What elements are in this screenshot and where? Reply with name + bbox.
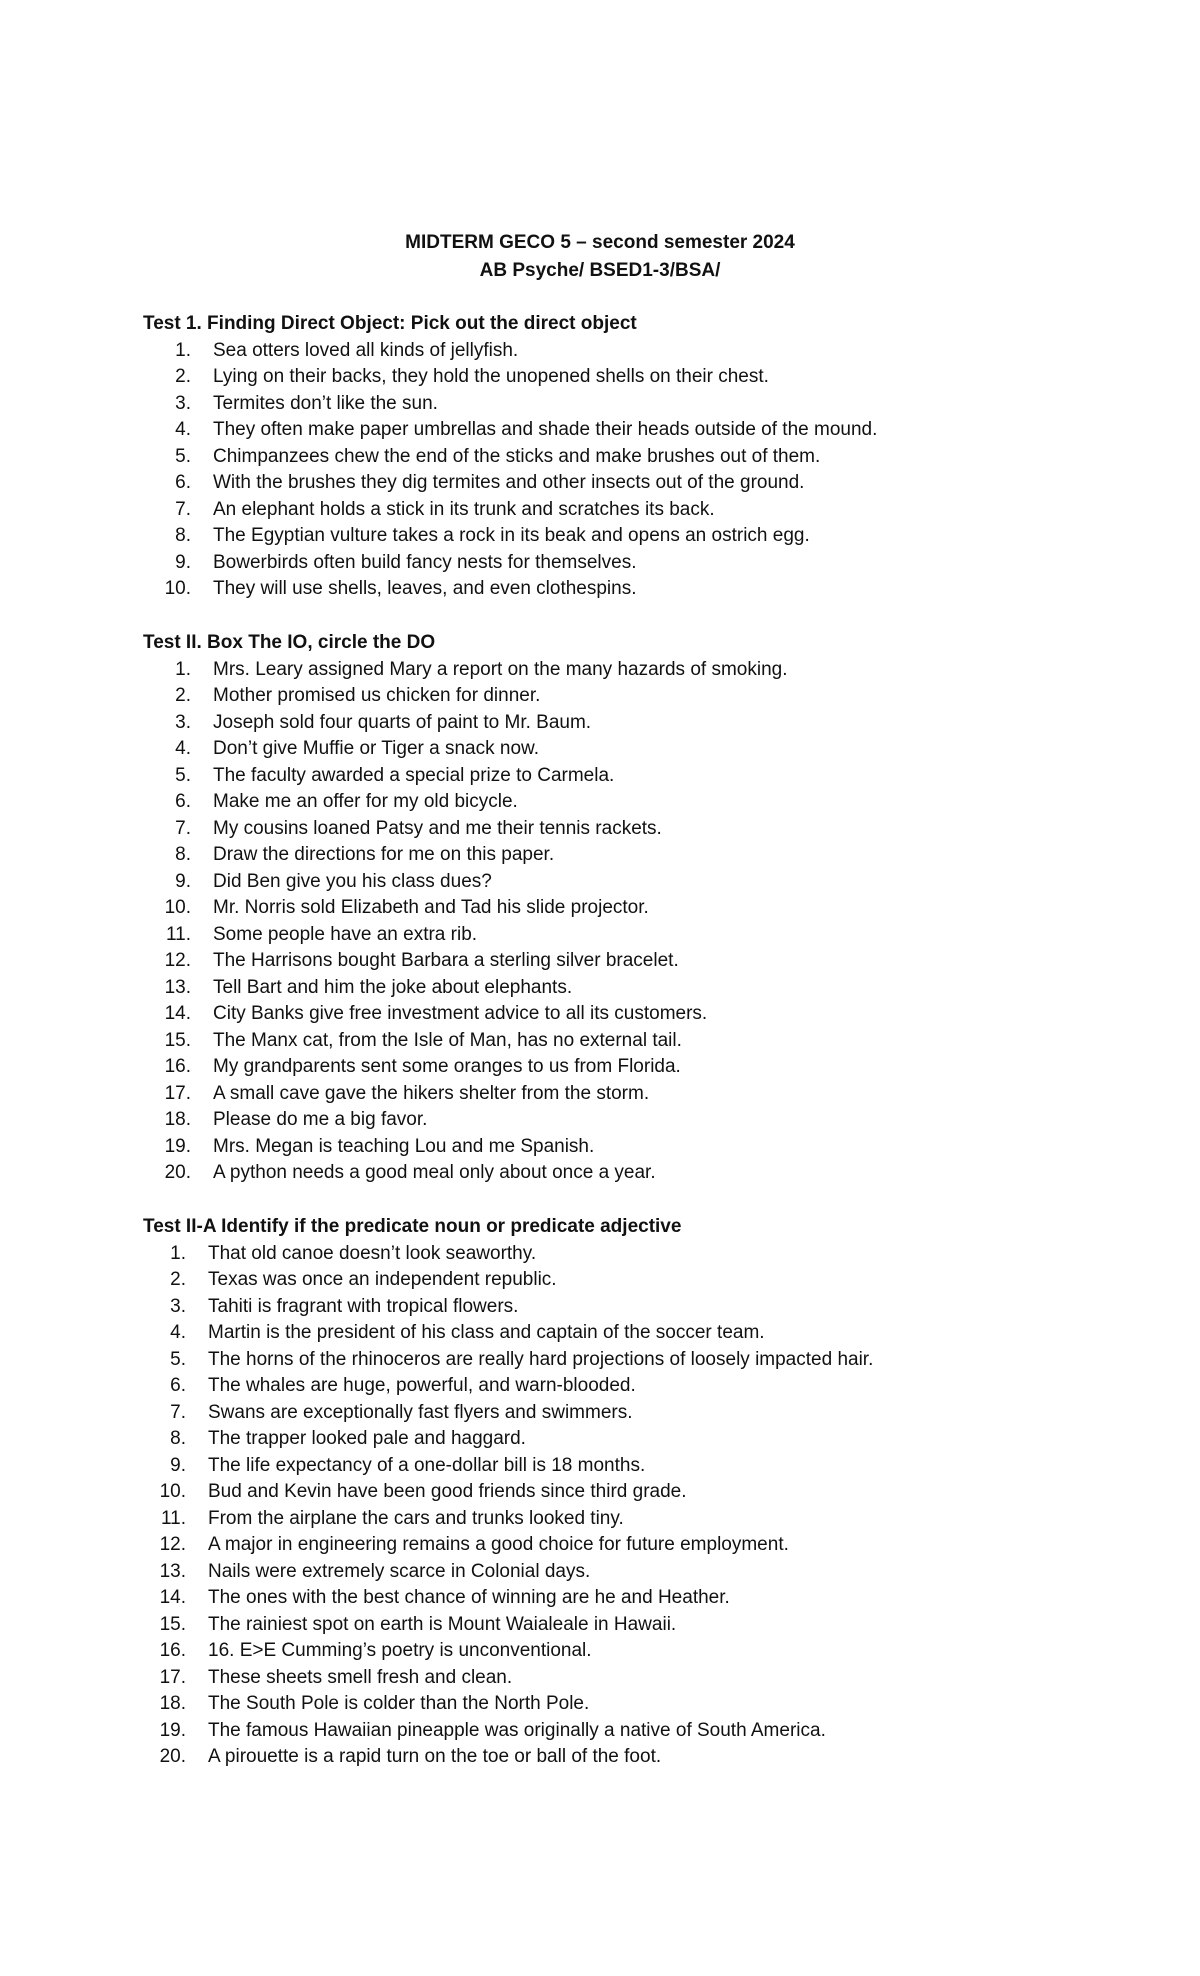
- item-number: 5.: [175, 764, 191, 786]
- item-number: 2.: [175, 685, 191, 706]
- item-text: A pirouette is a rapid turn on the toe or ball of the foot.: [208, 1746, 662, 1767]
- item-text: Nails were extremely scarce in Colonial days.: [208, 1560, 591, 1582]
- list-item: [143, 1691, 1143, 1718]
- list-item: [143, 444, 1143, 471]
- item-number: 4.: [175, 738, 191, 759]
- item-text: Make me an offer for my old bicycle.: [213, 791, 518, 812]
- item-number: 14.: [159, 1587, 186, 1608]
- list-item: [143, 1160, 1143, 1187]
- item-number: 8.: [175, 525, 191, 546]
- item-number: 7.: [175, 817, 191, 839]
- item-number: 17.: [164, 1082, 191, 1104]
- list-item: [143, 789, 1143, 816]
- test2a-list: [143, 1241, 1143, 1771]
- list-item: [143, 683, 1143, 710]
- list-item: [143, 364, 1143, 391]
- item-number: 8.: [175, 844, 191, 865]
- item-text: Please do me a big favor.: [213, 1109, 428, 1130]
- test1-section: [143, 311, 1143, 603]
- item-text: The famous Hawaiian pineapple was originally a native of South America.: [208, 1719, 826, 1741]
- item-number: 4.: [175, 419, 191, 440]
- exam-title: MIDTERM GECO 5 – second semester 2024: [405, 232, 795, 253]
- item-text: Tahiti is fragrant with tropical flowers.: [208, 1295, 519, 1317]
- list-item: [143, 842, 1143, 869]
- item-number: 1.: [175, 658, 191, 680]
- list-item: [143, 816, 1143, 843]
- item-text: The South Pole is colder than the North Pole.: [208, 1693, 590, 1714]
- document-header: [0, 229, 1200, 285]
- item-text: They often make paper umbrellas and shade their heads outside of the mound.: [213, 419, 878, 440]
- item-number: 5.: [175, 445, 191, 467]
- item-text: Termites don’t like the sun.: [213, 392, 438, 414]
- item-number: 12.: [159, 1534, 186, 1555]
- list-item: [143, 1081, 1143, 1108]
- item-text: Some people have an extra rib.: [213, 923, 478, 945]
- item-number: 2.: [170, 1269, 186, 1290]
- item-number: 18.: [164, 1109, 191, 1130]
- item-number: 19.: [159, 1719, 186, 1741]
- test2-title: Test II. Box The IO, circle the DO: [143, 632, 436, 653]
- item-number: 10.: [164, 578, 191, 599]
- item-text: Joseph sold four quarts of paint to Mr. Baum.: [213, 711, 592, 733]
- item-text: The whales are huge, powerful, and warn-blooded.: [208, 1375, 636, 1396]
- list-item: [143, 1134, 1143, 1161]
- item-text: Texas was once an independent republic.: [208, 1269, 557, 1290]
- item-text: The rainiest spot on earth is Mount Waialeale in Hawaii.: [208, 1613, 677, 1635]
- item-number: 17.: [159, 1666, 186, 1688]
- item-text: They will use shells, leaves, and even clothespins.: [213, 578, 637, 599]
- item-number: 16.: [159, 1640, 186, 1661]
- item-number: 11.: [160, 1507, 186, 1529]
- item-text: That old canoe doesn’t look seaworthy.: [208, 1242, 537, 1264]
- list-item: [143, 1320, 1143, 1347]
- item-number: 15.: [164, 1029, 191, 1051]
- list-item: [143, 1347, 1143, 1374]
- list-item: [143, 1559, 1143, 1586]
- item-number: 3.: [175, 711, 191, 733]
- list-item: [143, 1028, 1143, 1055]
- list-item: [143, 657, 1143, 684]
- item-text: Don’t give Muffie or Tiger a snack now.: [213, 738, 539, 759]
- test2a-section: [143, 1214, 1143, 1771]
- list-item: [143, 1400, 1143, 1427]
- item-number: 10.: [159, 1481, 186, 1502]
- list-item: [143, 1665, 1143, 1692]
- list-item: [143, 948, 1143, 975]
- list-item: [143, 338, 1143, 365]
- list-item: [143, 1373, 1143, 1400]
- item-number: 8.: [170, 1428, 186, 1449]
- item-number: 9.: [175, 551, 191, 573]
- item-text: A major in engineering remains a good choice for future employment.: [208, 1534, 789, 1555]
- list-item: [143, 1054, 1143, 1081]
- item-number: 6.: [170, 1375, 186, 1396]
- item-text: The ones with the best chance of winning are he and Heather.: [208, 1587, 730, 1608]
- list-item: [143, 1241, 1143, 1268]
- test1-list: [143, 338, 1143, 603]
- item-number: 16.: [164, 1056, 191, 1077]
- item-text: Bowerbirds often build fancy nests for themselves.: [213, 551, 637, 573]
- item-text: These sheets smell fresh and clean.: [208, 1666, 513, 1688]
- list-item: [143, 975, 1143, 1002]
- list-item: [143, 1294, 1143, 1321]
- item-text: Mother promised us chicken for dinner.: [213, 685, 541, 706]
- list-item: [143, 1718, 1143, 1745]
- item-number: 4.: [170, 1322, 186, 1343]
- item-text: The Egyptian vulture takes a rock in its beak and opens an ostrich egg.: [213, 525, 810, 546]
- test2a-title: Test II-A Identify if the predicate noun or predicate adjective: [143, 1216, 682, 1237]
- list-item: [143, 523, 1143, 550]
- item-number: 14.: [164, 1003, 191, 1024]
- list-item: [143, 1612, 1143, 1639]
- list-item: [143, 576, 1143, 603]
- test2-section: [143, 630, 1143, 1187]
- list-item: [143, 1453, 1143, 1480]
- item-text: Swans are exceptionally fast flyers and swimmers.: [208, 1401, 633, 1423]
- list-item: [143, 1585, 1143, 1612]
- item-text: The life expectancy of a one-dollar bill is 18 months.: [208, 1454, 646, 1476]
- item-text: 16. E>E Cumming’s poetry is unconventional.: [208, 1640, 592, 1661]
- list-item: [143, 736, 1143, 763]
- list-item: [143, 550, 1143, 577]
- list-item: [143, 470, 1143, 497]
- item-text: The Manx cat, from the Isle of Man, has no external tail.: [213, 1029, 682, 1051]
- item-number: 20.: [164, 1162, 191, 1183]
- list-item: [143, 1267, 1143, 1294]
- item-text: An elephant holds a stick in its trunk and scratches its back.: [213, 498, 715, 520]
- item-text: Mr. Norris sold Elizabeth and Tad his slide projector.: [213, 897, 649, 918]
- list-item: [143, 1744, 1143, 1771]
- item-text: Did Ben give you his class dues?: [213, 870, 492, 892]
- test2-list: [143, 657, 1143, 1187]
- item-text: Tell Bart and him the joke about elephants.: [213, 976, 573, 998]
- item-text: Bud and Kevin have been good friends since third grade.: [208, 1481, 687, 1502]
- item-text: With the brushes they dig termites and other insects out of the ground.: [213, 472, 805, 493]
- item-text: Draw the directions for me on this paper.: [213, 844, 555, 865]
- list-item: [143, 1532, 1143, 1559]
- item-number: 19.: [164, 1135, 191, 1157]
- exam-subtitle: AB Psyche/ BSED1-3/BSA/: [479, 260, 721, 281]
- list-item: [143, 391, 1143, 418]
- item-text: Martin is the president of his class and captain of the soccer team.: [208, 1322, 765, 1343]
- list-item: [143, 1426, 1143, 1453]
- item-text: Lying on their backs, they hold the unopened shells on their chest.: [213, 366, 769, 387]
- item-text: From the airplane the cars and trunks looked tiny.: [208, 1507, 624, 1529]
- list-item: [143, 869, 1143, 896]
- item-text: The Harrisons bought Barbara a sterling silver bracelet.: [213, 950, 679, 971]
- list-item: [143, 895, 1143, 922]
- item-text: My cousins loaned Patsy and me their tennis rackets.: [213, 817, 662, 839]
- item-number: 13.: [159, 1560, 186, 1582]
- item-number: 1.: [175, 339, 191, 361]
- item-number: 7.: [170, 1401, 186, 1423]
- item-number: 9.: [170, 1454, 186, 1476]
- list-item: [143, 922, 1143, 949]
- list-item: [143, 1638, 1143, 1665]
- item-number: 6.: [175, 791, 191, 812]
- item-text: A python needs a good meal only about once a year.: [213, 1162, 656, 1183]
- item-text: The trapper looked pale and haggard.: [208, 1428, 526, 1449]
- list-item: [143, 1107, 1143, 1134]
- item-number: 1.: [170, 1242, 186, 1264]
- item-number: 15.: [159, 1613, 186, 1635]
- list-item: [143, 710, 1143, 737]
- item-number: 3.: [175, 392, 191, 414]
- item-number: 5.: [170, 1348, 186, 1370]
- item-number: 2.: [175, 366, 191, 387]
- item-number: 11.: [165, 923, 191, 945]
- item-text: A small cave gave the hikers shelter from the storm.: [213, 1082, 650, 1104]
- list-item: [143, 417, 1143, 444]
- item-number: 6.: [175, 472, 191, 493]
- item-text: Mrs. Megan is teaching Lou and me Spanish.: [213, 1135, 595, 1157]
- list-item: [143, 763, 1143, 790]
- item-number: 10.: [164, 897, 191, 918]
- list-item: [143, 1506, 1143, 1533]
- list-item: [143, 497, 1143, 524]
- list-item: [143, 1479, 1143, 1506]
- item-number: 3.: [170, 1295, 186, 1317]
- item-number: 20.: [159, 1746, 186, 1767]
- item-number: 7.: [175, 498, 191, 520]
- test1-title: Test 1. Finding Direct Object: Pick out the direct object: [143, 313, 637, 334]
- item-number: 9.: [175, 870, 191, 892]
- item-number: 13.: [164, 976, 191, 998]
- item-text: My grandparents sent some oranges to us from Florida.: [213, 1056, 681, 1077]
- item-text: City Banks give free investment advice to all its customers.: [213, 1003, 708, 1024]
- item-text: Sea otters loved all kinds of jellyfish.: [213, 339, 519, 361]
- list-item: [143, 1001, 1143, 1028]
- item-text: Mrs. Leary assigned Mary a report on the many hazards of smoking.: [213, 658, 788, 680]
- item-text: The horns of the rhinoceros are really hard projections of loosely impacted hair.: [208, 1348, 874, 1370]
- item-text: The faculty awarded a special prize to Carmela.: [213, 764, 615, 786]
- item-text: Chimpanzees chew the end of the sticks and make brushes out of them.: [213, 445, 821, 467]
- item-number: 12.: [164, 950, 191, 971]
- item-number: 18.: [159, 1693, 186, 1714]
